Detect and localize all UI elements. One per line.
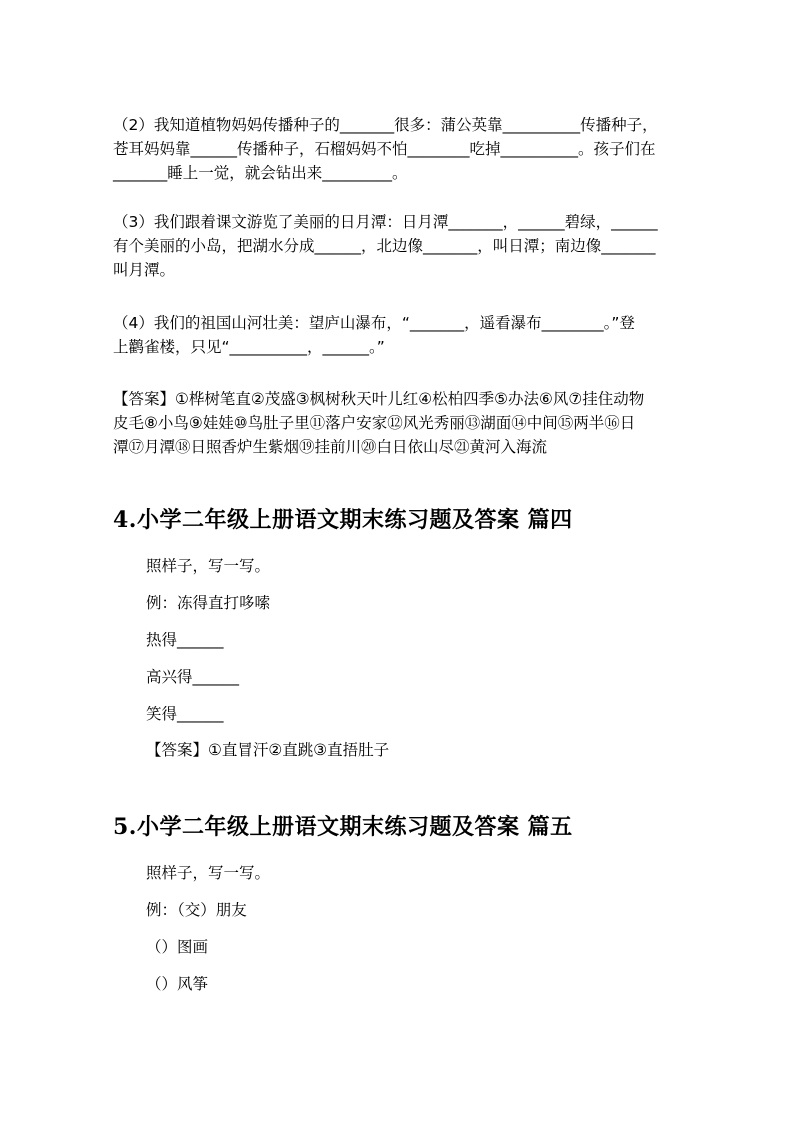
section-5-instruction: 照样子，写一写。 [146, 864, 271, 882]
section-4-item-1: 热得______ [146, 631, 224, 649]
question-3 [113, 210, 679, 282]
question-4 [113, 311, 679, 359]
section-5-item-1: （）图画 [146, 938, 209, 956]
answer-3-line-1: 【答案】①桦树笔直②茂盛③枫树秋天叶儿红④松柏四季⑤办法⑥风⑦挂住动物 [113, 390, 645, 408]
question-4-line-1: （4）我们的祖国山河壮美：望庐山瀑布，“_______，遥看瀑布________。”登 [113, 314, 635, 332]
section-4-heading: 4.小学二年级上册语文期末练习题及答案 篇四 [113, 507, 573, 533]
answer-3-line-2: 皮毛⑧小鸟⑨娃娃⑩鸟肚子里⑪落户安家⑫风光秀丽⑬湖面⑭中间⑮两半⑯日 [113, 414, 636, 432]
question-3-line-1: （3）我们跟着课文游览了美丽的日月潭：日月潭_______，______碧绿，______ [113, 213, 658, 231]
section-4-item-3: 笑得______ [146, 705, 224, 723]
question-4-line-2: 上鹳雀楼，只见“__________，______。” [113, 338, 385, 356]
section-4-example: 例：冻得直打哆嗦 [146, 594, 271, 612]
section-4-answer: 【答案】①直冒汗②直跳③直捂肚子 [146, 741, 390, 759]
question-2-line-3: _______睡上一觉，就会钻出来_________。 [113, 164, 408, 182]
question-2-line-1: （2）我知道植物妈妈传播种子的_______很多：蒲公英靠__________传播种子， [113, 116, 658, 134]
section-5-item-2: （）风筝 [146, 975, 209, 993]
question-2 [113, 113, 679, 185]
section-4-item-2: 高兴得______ [146, 668, 240, 686]
answer-3-line-3: 潭⑰月潭⑱日照香炉生紫烟⑲挂前川⑳白日依山尽㉑黄河入海流 [113, 438, 548, 456]
question-2-line-2: 苍耳妈妈靠______传播种子，石榴妈妈不怕________吃掉__________。孩子们在 [113, 140, 656, 158]
section-5-example: 例：（交）朋友 [146, 901, 247, 919]
section-4-instruction: 照样子，写一写。 [146, 557, 271, 575]
question-3-line-3: 叫月潭。 [113, 261, 176, 279]
answer-block-3 [113, 387, 679, 459]
section-5-heading: 5.小学二年级上册语文期末练习题及答案 篇五 [113, 814, 573, 840]
question-3-line-2: 有个美丽的小岛，把湖水分成______，北边像_______，叫日潭；南边像_______ [113, 237, 656, 255]
